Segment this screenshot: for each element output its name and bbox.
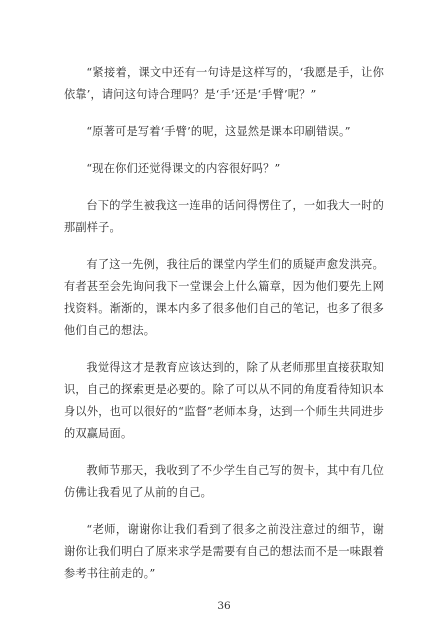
paragraph-3: “现在你们还觉得课文的内容很好吗？”: [86, 162, 281, 175]
body-text: [64, 62, 384, 600]
paragraph-4: 台下的学生被我这一连串的话问得愣住了，一如我大一时的那副样子。: [64, 199, 384, 234]
paragraph-8: “老师，谢谢你让我们看到了很多之前没注意过的细节，谢谢你让我们明白了原来求学是需要有自己的想法而不是一味跟着参考书往前走的。”: [64, 523, 384, 580]
page-number: 36: [217, 600, 231, 612]
paragraph-7: 教师节那天，我收到了不少学生自己写的贺卡，其中有几位仿佛让我看见了从前的自己。: [64, 464, 384, 499]
paragraph-2: “原著可是写着‘手臂’的呢，这显然是课本印刷错误。”: [86, 125, 351, 138]
paragraph-1: “紧接着，课文中还有一句诗是这样写的，‘我愿是手，让你依靠’，请问这句诗合理吗？是‘手’还是‘手臂’呢？”: [64, 66, 384, 101]
paragraph-6: 我觉得这才是教育应该达到的，除了从老师那里直接获取知识，自己的探索更是必要的。除了可以从不同的角度看待知识本身以外，也可以很好的“监督”老师本身，达到一个师生共同进步的双赢局面。: [64, 361, 384, 440]
paragraph-5: 有了这一先例，我往后的课堂内学生们的质疑声愈发洪亮。有者甚至会先询问我下一堂课会上什么篇章，因为他们要先上网找资料。渐渐的，课本内多了很多他们自己的笔记，也多了很多他们自己的想法。: [64, 258, 384, 337]
